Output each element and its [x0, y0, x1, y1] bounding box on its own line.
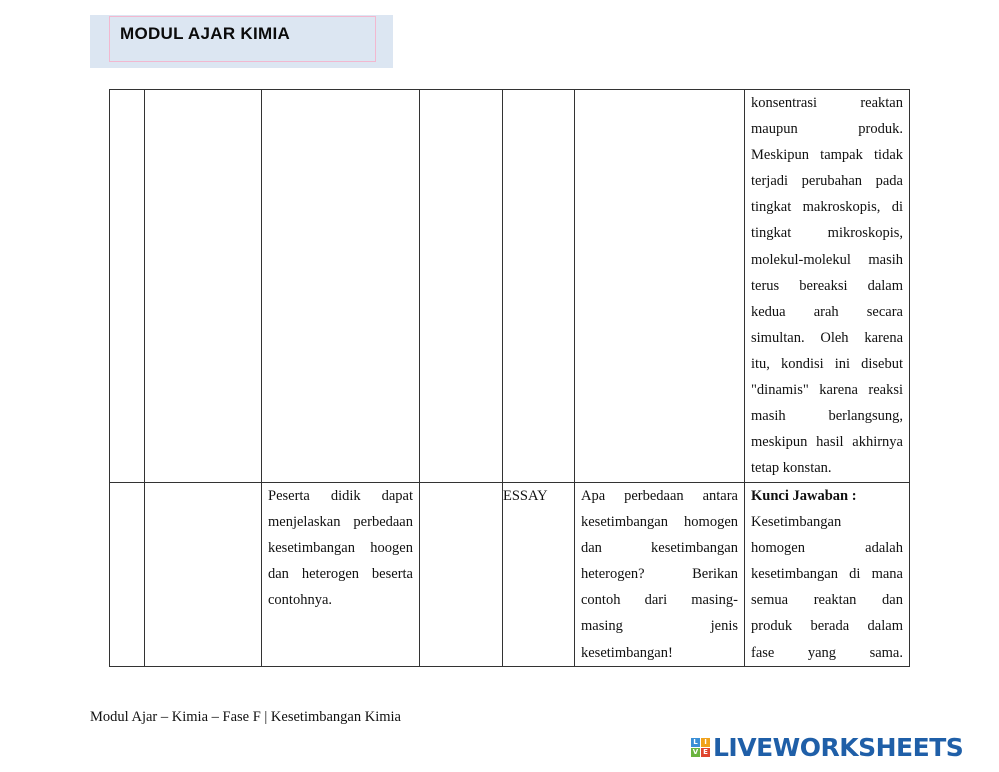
footer-text: Modul Ajar – Kimia – Fase F | Kesetimbangan Kimia — [90, 709, 401, 725]
answer-line: kedua arah secara — [751, 303, 903, 320]
module-table — [109, 89, 910, 667]
table-cell — [110, 90, 145, 483]
answer-line: Meskipun tampak tidak — [751, 147, 903, 164]
objective-line: menjelaskan perbedaan — [268, 514, 413, 531]
logo-letter: L — [691, 738, 700, 747]
objective-line: Peserta didik dapat — [268, 488, 413, 504]
table-cell — [503, 90, 575, 483]
objective-line: contohnya. — [268, 592, 333, 609]
logo-letter: I — [701, 738, 710, 747]
answer-line: tingkat mikroskopis, — [751, 225, 903, 242]
table-cell — [420, 90, 503, 483]
objective-cell — [262, 483, 420, 667]
objective-line: dan heterogen beserta — [268, 566, 413, 583]
answer-key-cell — [745, 483, 910, 667]
table-row — [110, 483, 910, 667]
question-line: contoh dari masing- — [581, 592, 738, 609]
objective-line: kesetimbangan hoogen — [268, 540, 413, 557]
answer-line: itu, kondisi ini disebut — [751, 355, 903, 372]
answer-line: simultan. Oleh karena — [751, 329, 903, 346]
answer-line: kesetimbangan di mana — [751, 566, 903, 583]
answer-line: meskipun hasil akhirnya — [751, 434, 903, 451]
answer-line: tetap konstan. — [751, 460, 832, 477]
logo-text: LIVEWORKSHEETS — [713, 732, 964, 762]
answer-line: "dinamis" karena reaksi — [751, 382, 903, 399]
answer-cell — [745, 90, 910, 483]
question-type-cell: ESSAY — [503, 483, 575, 667]
question-line: heterogen? Berikan — [581, 566, 738, 583]
table-row — [110, 90, 910, 483]
answer-line: masih berlangsung, — [751, 408, 903, 425]
table-cell — [420, 483, 503, 667]
answer-line: fase yang sama. — [751, 644, 903, 661]
answer-line: molekul-molekul masih — [751, 251, 903, 268]
question-line: kesetimbangan! — [581, 644, 673, 661]
answer-line: terus bereaksi dalam — [751, 277, 903, 294]
answer-line: Kesetimbangan — [751, 514, 842, 531]
page-title: MODUL AJAR KIMIA — [120, 24, 291, 43]
question-line: kesetimbangan homogen — [581, 514, 738, 531]
liveworksheets-logo[interactable] — [691, 733, 963, 761]
table-cell — [110, 483, 145, 667]
answer-line: semua reaktan dan — [751, 592, 903, 609]
table-cell — [145, 483, 262, 667]
table-cell — [575, 90, 745, 483]
question-cell — [575, 483, 745, 667]
answer-line: tingkat makroskopis, di — [751, 199, 903, 216]
logo-squares-icon — [691, 738, 710, 757]
logo-letter: E — [701, 748, 710, 757]
answer-line: produk berada dalam — [751, 618, 903, 635]
question-line: Apa perbedaan antara — [581, 488, 738, 504]
question-line: masing jenis — [581, 618, 738, 635]
logo-letter: V — [692, 747, 699, 756]
answer-line: maupun produk. — [751, 121, 903, 138]
table-cell — [262, 90, 420, 483]
answer-line: homogen adalah — [751, 540, 903, 557]
answer-key-label: Kunci Jawaban : — [751, 488, 857, 504]
answer-line: terjadi perubahan pada — [751, 173, 903, 190]
question-line: dan kesetimbangan — [581, 540, 738, 557]
answer-line: konsentrasi reaktan — [751, 95, 903, 111]
table-cell — [145, 90, 262, 483]
